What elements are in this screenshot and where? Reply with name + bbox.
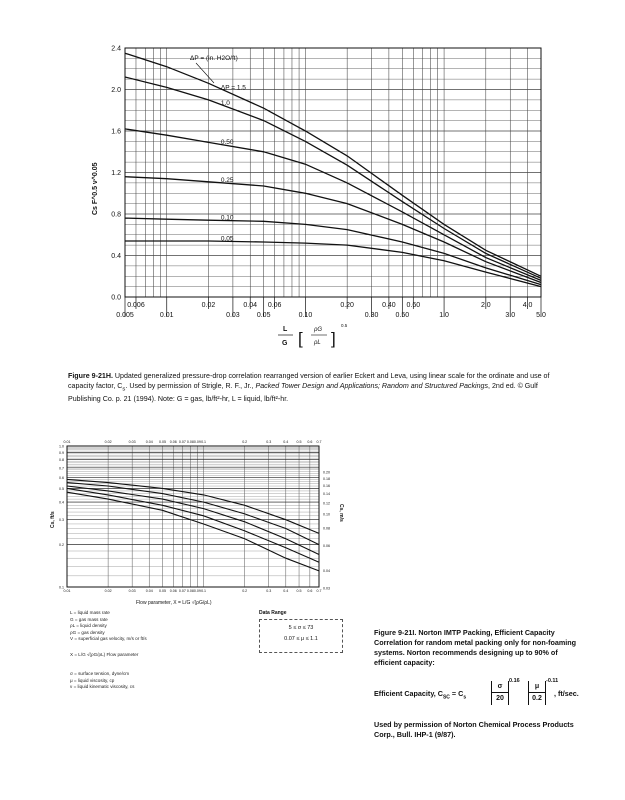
- chart1-series-1.0: [125, 77, 541, 278]
- chart1-xlabel-bracket: [: [298, 329, 303, 348]
- chart1-xtick-label-lower: 0.30: [364, 312, 379, 319]
- chart1-xtick-label-upper: 4.0: [522, 302, 533, 309]
- chart1-series-label: 0.50: [220, 139, 234, 147]
- chart1-xtick-label-upper: 0.02: [201, 302, 216, 309]
- chart2-xtick-label-bottom: 0.08: [186, 589, 194, 593]
- chart1-xtick-label-upper: 0.006: [127, 302, 145, 309]
- chart1-ytick-label: 0.8: [111, 211, 121, 219]
- chart1-xlabel-rhog: ρG: [314, 327, 323, 333]
- chart1-ticks: [111, 46, 546, 320]
- chart2-xtick-label-bottom: 0.4: [283, 589, 289, 593]
- chart2-ytick-label-right: 0.10: [323, 512, 330, 517]
- chart2-ytick-label: 0.1: [59, 585, 64, 590]
- eq-lhs-sub: SC: [442, 694, 450, 701]
- chart2-ytick-label-right: 0.08: [323, 526, 330, 531]
- chart2-ytick-label: 0.7: [59, 466, 64, 471]
- chart2-xtick-label-bottom: 0.2: [242, 589, 248, 593]
- chart1-series: [125, 53, 541, 286]
- chart1-xtick-label-lower: 0.03: [226, 312, 240, 319]
- chart1-ytick-label: 0.0: [111, 294, 121, 302]
- legend-item: ρG = gas density: [70, 629, 105, 635]
- eq-twenty: 20: [492, 692, 508, 704]
- efficient-capacity-equation: [374, 678, 594, 707]
- chart2-xtick-label-top: 0.06: [169, 440, 177, 444]
- chart2-xtick-label-bottom: 0.01: [63, 589, 71, 593]
- chart2-ytick-label-right: 0.18: [323, 476, 330, 481]
- chart2-ytick-label: 0.4: [59, 500, 64, 505]
- chart1-series-label: 0.05: [220, 235, 234, 243]
- eq-exp2: -0.11: [546, 678, 559, 684]
- chart2-xtick-label-top: 0.04: [145, 440, 153, 444]
- chart2-xtick-label-top: 0.08: [186, 440, 194, 444]
- legend-item: σ = surface tension, dyne/cm: [70, 671, 130, 676]
- chart2-xtick-label-top: 0.2: [242, 440, 248, 444]
- chart1-xlabel-g: G: [282, 340, 288, 347]
- chart1-xlabel-rhol: ρL: [314, 340, 321, 346]
- chart2-ytick-label-right: 0.04: [323, 568, 330, 573]
- legend-item: V = superficial gas velocity, m/s or ft/s: [70, 636, 147, 641]
- chart2-xtick-label-top: 0.4: [283, 440, 289, 444]
- eq-units: , ft/sec.: [554, 689, 579, 698]
- chart1-xtick-label-lower: 1.0: [439, 312, 449, 319]
- caption-book-title: Packed Tower Design and Applications; Random and Structured Packings: [255, 382, 489, 390]
- chart2-xtick-label-bottom: 0.7: [316, 589, 322, 593]
- chart1-series-label: ΔP = 1.5: [220, 84, 246, 92]
- chart2-ytick-label-right: 0.03: [323, 586, 330, 591]
- chart2-ytick-label: 0.8: [59, 458, 64, 463]
- chart1-xlabel-exp: 0.5: [341, 323, 348, 328]
- eq-exp1: 0.16: [509, 678, 520, 684]
- figure-9-21i-caption: [374, 628, 582, 668]
- chart2-xtick-label-top: 0.02: [104, 440, 112, 444]
- chart1-series-0.25: [125, 177, 541, 283]
- chart2-xtick-label-top: 0.1: [201, 440, 207, 444]
- chart2-xtick-label-top: 0.7: [316, 440, 322, 444]
- data-range-box: [259, 619, 343, 653]
- chart2-ytick-label-right: 0.14: [323, 492, 330, 497]
- data-range-sigma: 5 ≤ σ ≤ 73: [288, 625, 314, 631]
- chart2-xlabel: Flow parameter, X = L/G √(ρG/ρL): [136, 600, 212, 606]
- chart2-frame: [67, 446, 319, 587]
- symbol-legend: [70, 610, 280, 691]
- chart2-xtick-label-top: 0.01: [63, 440, 71, 444]
- chart2-xtick-label-top: 0.6: [307, 440, 313, 444]
- caption2-text: Norton IMTP Packing, Efficient Capacity Correlation for random metal packing only for non-foaming systems. Norton recommends designing up to 90% of efficient capacity:: [374, 628, 577, 667]
- chart1-series-label: 1.0: [220, 100, 230, 108]
- chart1-xtick-label-upper: 0.04: [243, 302, 258, 309]
- legend-item: ρL = liquid density: [70, 623, 107, 628]
- chart1-title: ΔP = (in. H2O/ft): [190, 55, 238, 62]
- legend-item: ν = liquid kinematic viscosity, cs: [70, 684, 135, 689]
- chart1-xtick-label-lower: 0.50: [395, 312, 410, 319]
- chart1-xtick-label-upper: 0.20: [340, 302, 354, 309]
- chart2-xtick-label-bottom: 0.02: [104, 589, 112, 593]
- legend-item: μ = liquid viscosity, cp: [70, 677, 115, 683]
- chart1-grid: [125, 48, 541, 297]
- data-range-mu: 0.07 ≤ μ ≤ 1.1: [284, 636, 318, 642]
- eq-bracket1: [491, 681, 509, 705]
- chart2-series: [67, 479, 319, 571]
- chart1-ytick-label: 2.4: [111, 45, 121, 53]
- chart1-xlabel-lg: L: [283, 326, 288, 333]
- chart2-xtick-label-bottom: 0.5: [296, 589, 302, 593]
- chart2-ytick-label-right: 0.06: [323, 544, 330, 549]
- chart2-xtick-label-bottom: 0.05: [158, 589, 166, 593]
- chart1-xtick-label-lower: 3.0: [505, 312, 516, 319]
- legend-item: L = liquid mass rate: [70, 610, 110, 615]
- chart2-xtick-label-top: 0.07: [178, 440, 186, 444]
- pressure-drop-chart: [0, 0, 625, 370]
- caption-text3: , 2nd ed. © Gulf Publishing Co. p. 21 (1994). Note: G = gas, lb/ft²-hr, L = liquid, lb/ft²-hr.: [68, 382, 538, 404]
- chart2-xtick-label-bottom: 0.06: [169, 589, 177, 593]
- chart2-xtick-label-top: 0.5: [296, 440, 302, 444]
- eq-bracket2: [528, 681, 546, 705]
- chart1-xtick-label-lower: 0.10: [298, 312, 313, 319]
- chart2-ytick-label: 0.9: [59, 450, 64, 455]
- chart2-ytick-label: 0.6: [59, 475, 64, 480]
- chart1-ylabel: Cs F^0.5 ν^0.05: [92, 162, 99, 215]
- chart2-ytick-label-right: 0.12: [323, 501, 330, 506]
- figure-9-21h-caption: [68, 371, 568, 404]
- legend-item: X = L/G √(ρG/ρL) Flow parameter: [70, 651, 139, 657]
- chart2-ytick-label-right: 0.16: [323, 483, 330, 488]
- eq-lhs: Efficient Capacity, C: [374, 689, 443, 698]
- chart1-xtick-label-upper: 0.06: [267, 302, 282, 309]
- chart2-xtick-label-bottom: 0.07: [178, 589, 186, 593]
- chart2-ytick-label: 0.5: [59, 486, 64, 491]
- chart2-xtick-label-bottom: 0.04: [145, 589, 153, 593]
- caption-text2: . Used by permission of Strigle, R. F., Jr.,: [125, 382, 256, 390]
- chart2-xtick-label-bottom: 0.3: [266, 589, 272, 593]
- chart2-xtick-label-top: 0.05: [158, 440, 166, 444]
- caption2-label: Figure 9-21I.: [374, 628, 417, 637]
- chart1-ytick-label: 2.0: [111, 87, 121, 94]
- chart2-ytick-label: 0.2: [59, 543, 64, 548]
- chart2-xtick-label-top: 0.09: [193, 440, 201, 444]
- chart1-xtick-label-upper: 0.40: [382, 302, 396, 309]
- chart1-ytick-label: 1.6: [111, 128, 121, 136]
- chart1-xtick-label-upper: 0.60: [406, 302, 421, 309]
- chart1-series-1.5: [125, 53, 541, 276]
- chart2-xtick-label-bottom: 0.6: [307, 589, 313, 593]
- chart2-xtick-label-top: 0.3: [266, 440, 272, 444]
- chart1-xtick-label-lower: 0.01: [159, 312, 174, 319]
- chart2-ytick-label: 1.0: [59, 444, 64, 449]
- chart1-series-label: 0.10: [220, 214, 234, 222]
- chart2-ylabel: Cs, ft/s: [50, 511, 56, 528]
- eq-mid: = C: [449, 689, 464, 698]
- chart1-xtick-label-lower: 0.05: [256, 312, 271, 319]
- caption-label: Figure 9-21H.: [68, 372, 113, 380]
- caption-text: Updated generalized pressure-drop correlation rearranged version of earlier Eckert and Leva, using linear scale for the ordinate and use of capacity factor, C: [68, 372, 550, 390]
- chart2-xtick-label-bottom: 0.09: [193, 589, 201, 593]
- chart2-grid: [67, 446, 319, 587]
- chart2-xtick-label-top: 0.03: [128, 440, 136, 444]
- chart2-ytick-label: 0.3: [59, 518, 64, 523]
- caption-sub: s: [122, 386, 126, 393]
- chart1-series-label: 0.25: [220, 177, 234, 185]
- chart2-ytick-label-right: 0.20: [323, 470, 330, 475]
- legend-item: G = gas mass rate: [70, 616, 108, 622]
- chart1-ytick-label: 1.2: [111, 170, 121, 177]
- eq-zerotwo: 0.2: [529, 692, 545, 704]
- chart1-xlabel-bracket2: ]: [331, 329, 336, 348]
- chart1-xtick-label-upper: 2.0: [480, 302, 491, 309]
- chart1-series-0.10: [125, 218, 541, 285]
- eq-mid-sub: s: [463, 694, 467, 701]
- eq-sigma: σ: [497, 683, 503, 690]
- imtp-capacity-chart: [0, 430, 625, 610]
- chart2-series-e: [67, 492, 319, 571]
- chart1-xtick-label-lower: 5.0: [536, 312, 546, 319]
- data-range-title: Data Range: [259, 610, 287, 616]
- chart1-series-0.05: [125, 241, 541, 287]
- chart2-xtick-label-bottom: 0.1: [201, 589, 207, 593]
- chart1-ytick-label: 0.4: [111, 253, 121, 260]
- figure-9-21i-credit: Used by permission of Norton Chemical Process Products Corp., Bull. IHP-1 (9/87).: [374, 720, 574, 739]
- chart2-xtick-label-bottom: 0.03: [128, 589, 136, 593]
- chart1-xtick-label-lower: 0.005: [116, 312, 134, 319]
- eq-mu: μ: [534, 683, 540, 690]
- chart2-ylabel-right: Cs, m/s: [338, 504, 344, 522]
